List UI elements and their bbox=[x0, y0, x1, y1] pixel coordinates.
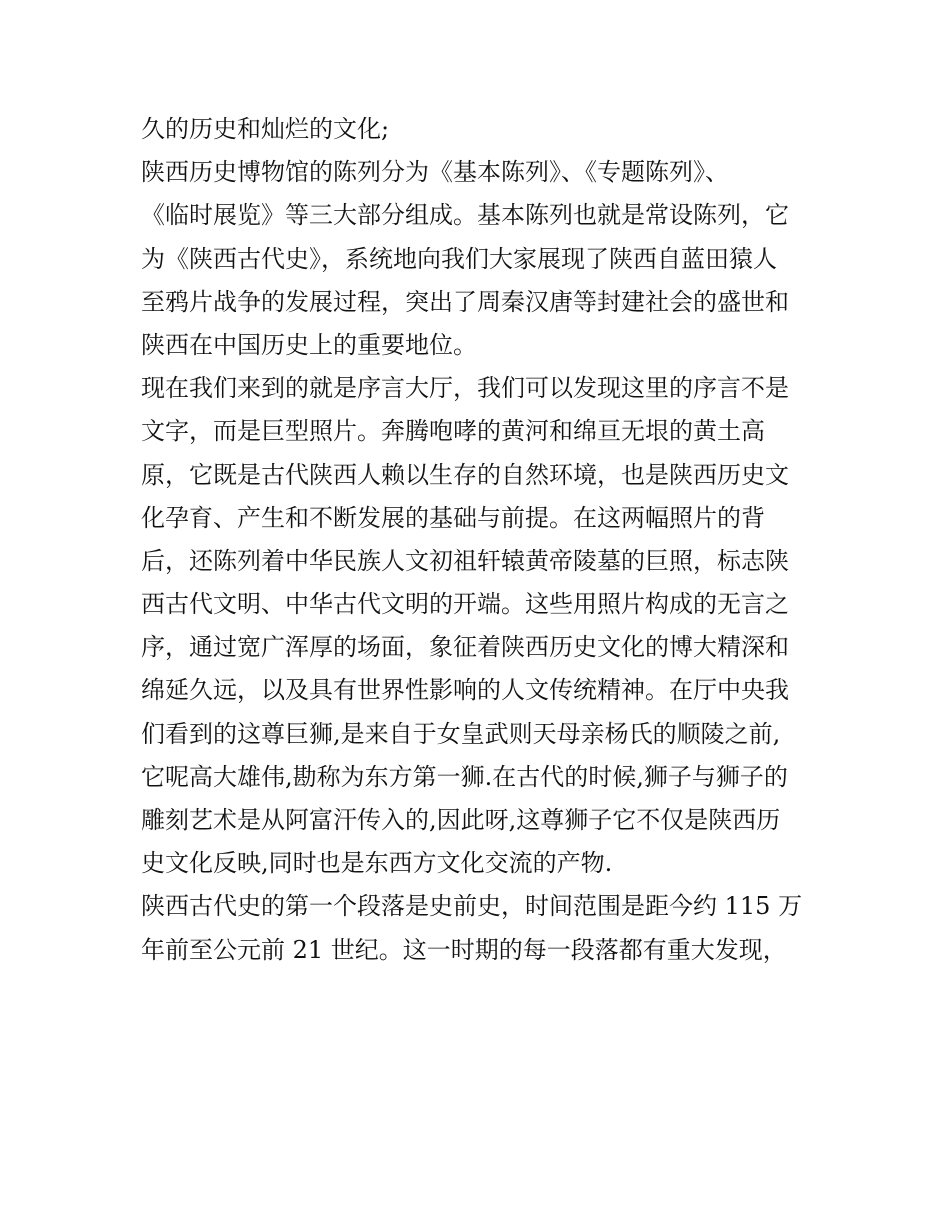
text-line: 现在我们来到的就是序言大厅，我们可以发现这里的序言不是 bbox=[141, 374, 789, 403]
text-line: 雕刻艺术是从阿富汗传入的,因此呀,这尊狮子它不仅是陕西历 bbox=[141, 806, 781, 834]
text-line: 西古代文明、中华古代文明的开端。这些用照片构成的无言之 bbox=[141, 590, 789, 619]
text-line: 陕西历史博物馆的陈列分为《基本陈列》、《专题陈列》、 bbox=[141, 158, 729, 187]
text-line: 文字，而是巨型照片。奔腾咆哮的黄河和绵亘无垠的黄土高 bbox=[141, 417, 765, 446]
text-line: 《临时展览》等三大部分组成。基本陈列也就是常设陈列，它 bbox=[141, 201, 789, 230]
text-line: 陕西在中国历史上的重要地位。 bbox=[141, 330, 477, 359]
text-line: 久的历史和灿烂的文化; bbox=[141, 115, 390, 143]
text-line: 它呢高大雄伟,勘称为东方第一狮.在古代的时候,狮子与狮子的 bbox=[141, 762, 788, 791]
text-line: 化孕育、产生和不断发展的基础与前提。在这两幅照片的背 bbox=[141, 503, 765, 532]
text-line: 至鸦片战争的发展过程，突出了周秦汉唐等封建社会的盛世和 bbox=[141, 287, 789, 316]
document-body-text bbox=[141, 108, 821, 972]
text-line: 年前至公元前 21 世纪。这一时期的每一段落都有重大发现， bbox=[141, 935, 787, 964]
text-line: 为《陕西古代史》，系统地向我们大家展现了陕西自蓝田猿人 bbox=[141, 244, 777, 273]
text-line: 原，它既是古代陕西人赖以生存的自然环境，也是陕西历史文 bbox=[141, 460, 789, 489]
text-line: 绵延久远，以及具有世界性影响的人文传统精神。在厅中央我 bbox=[141, 676, 789, 705]
text-line: 史文化反映,同时也是东西方文化交流的产物. bbox=[141, 849, 613, 878]
text-line: 序，通过宽广浑厚的场面，象征着陕西历史文化的博大精深和 bbox=[141, 633, 789, 662]
text-line: 陕西古代史的第一个段落是史前史，时间范围是距今约 115 万 bbox=[141, 892, 803, 921]
text-line: 们看到的这尊巨狮,是来自于女皇武则天母亲杨氏的顺陵之前, bbox=[141, 719, 781, 748]
text-line: 后，还陈列着中华民族人文初祖轩辕黄帝陵墓的巨照，标志陕 bbox=[141, 546, 789, 575]
